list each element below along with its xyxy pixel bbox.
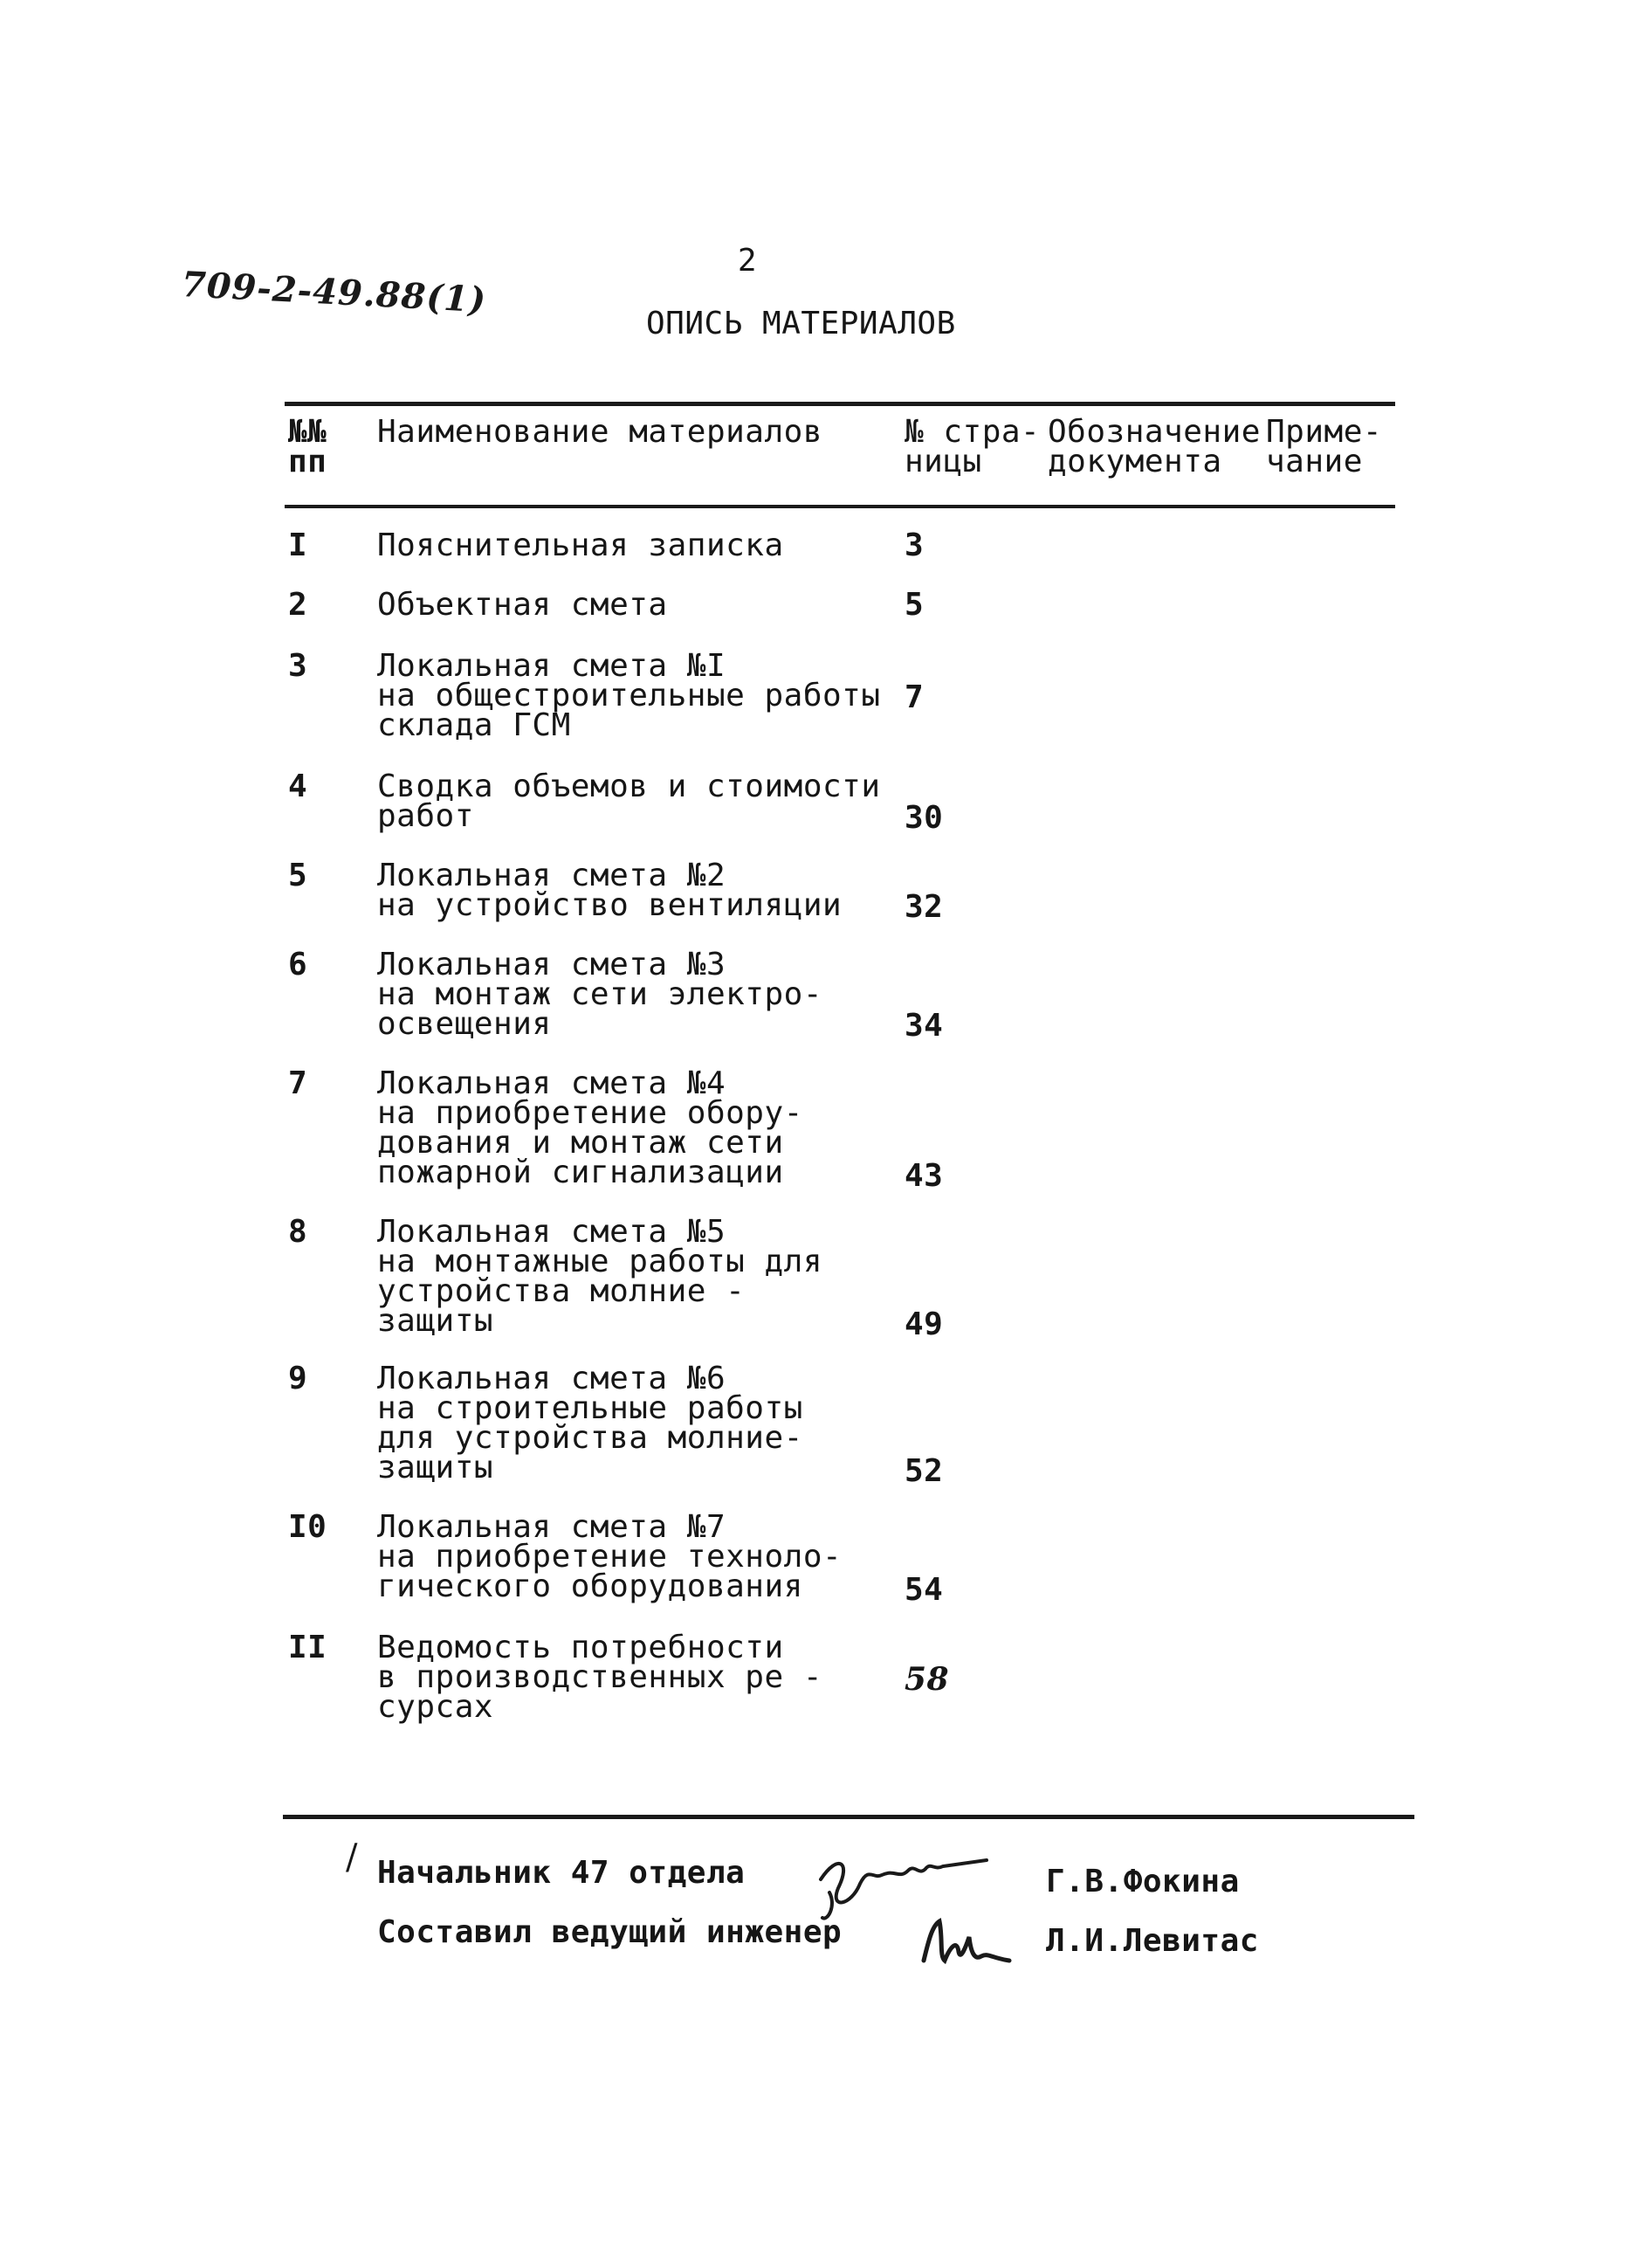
row-name: Ведомость потребности в производственных ре - сурсах (377, 1630, 822, 1725)
tick-mark-icon: / (346, 1837, 358, 1878)
table-header-rule (285, 505, 1395, 508)
row-number: I (288, 527, 308, 563)
row-page: 30 (905, 800, 944, 836)
row-number: II (288, 1630, 327, 1665)
row-number: I0 (288, 1509, 327, 1545)
row-page: 43 (905, 1158, 944, 1194)
table-top-rule (285, 402, 1395, 406)
row-page: 32 (905, 889, 944, 925)
document-code: 709-2-49.88(1) (180, 264, 488, 321)
row-page: 58 (905, 1661, 950, 1698)
head-of-department-title: Начальник 47 отдела (377, 1855, 746, 1891)
column-header-number: №№ пп (288, 414, 327, 479)
compiler-name: Л.И.Левитас (1046, 1923, 1259, 1959)
row-page: 3 (905, 527, 925, 563)
row-name: Объектная смета (377, 587, 668, 623)
row-name: Локальная смета №2 на устройство вентиляции (377, 858, 843, 923)
head-of-department-name: Г.В.Фокина (1046, 1864, 1240, 1899)
row-number: 2 (288, 587, 308, 623)
row-name: Локальная смета №6 на строительные работы для устройства молние- защиты (377, 1361, 803, 1486)
row-name: Локальная смета №4 на приобретение обору- дования и монтаж сети пожарной сигнализации (377, 1065, 803, 1190)
row-name: Локальная смета №5 на монтажные работы для устройства молние - защиты (377, 1214, 822, 1339)
row-number: 6 (288, 947, 308, 982)
column-header-designation: Обозначение документа (1048, 414, 1261, 479)
head-signature-icon (812, 1844, 1022, 1923)
column-header-name: Наименование материалов (377, 414, 822, 450)
column-header-page: № стра- ницы (905, 414, 1041, 479)
row-name: Сводка объемов и стоимости работ (377, 769, 881, 834)
row-name: Пояснительная записка (377, 527, 784, 563)
compiler-signature-icon (913, 1913, 1018, 1974)
row-number: 7 (288, 1065, 308, 1101)
row-name: Локальная смета №I на общестроительные работы склада ГСМ (377, 648, 881, 743)
row-number: 9 (288, 1361, 308, 1396)
column-header-note: Приме- чание (1266, 414, 1383, 479)
row-name: Локальная смета №3 на монтаж сети электро- освещения (377, 947, 822, 1042)
row-number: 5 (288, 858, 308, 893)
row-page: 34 (905, 1008, 944, 1044)
row-number: 4 (288, 769, 308, 804)
row-page: 5 (905, 587, 925, 623)
row-page: 52 (905, 1453, 944, 1489)
page-number: 2 (737, 243, 758, 279)
row-page: 7 (905, 679, 925, 715)
table-bottom-rule (283, 1815, 1414, 1819)
page-title: ОПИСЬ МАТЕРИАЛОВ (646, 306, 956, 341)
compiler-title: Составил ведущий инженер (377, 1914, 843, 1950)
row-name: Локальная смета №7 на приобретение техноло- гического оборудования (377, 1509, 843, 1604)
row-page: 49 (905, 1306, 944, 1342)
row-number: 8 (288, 1214, 308, 1250)
row-number: 3 (288, 648, 308, 684)
row-page: 54 (905, 1572, 944, 1608)
